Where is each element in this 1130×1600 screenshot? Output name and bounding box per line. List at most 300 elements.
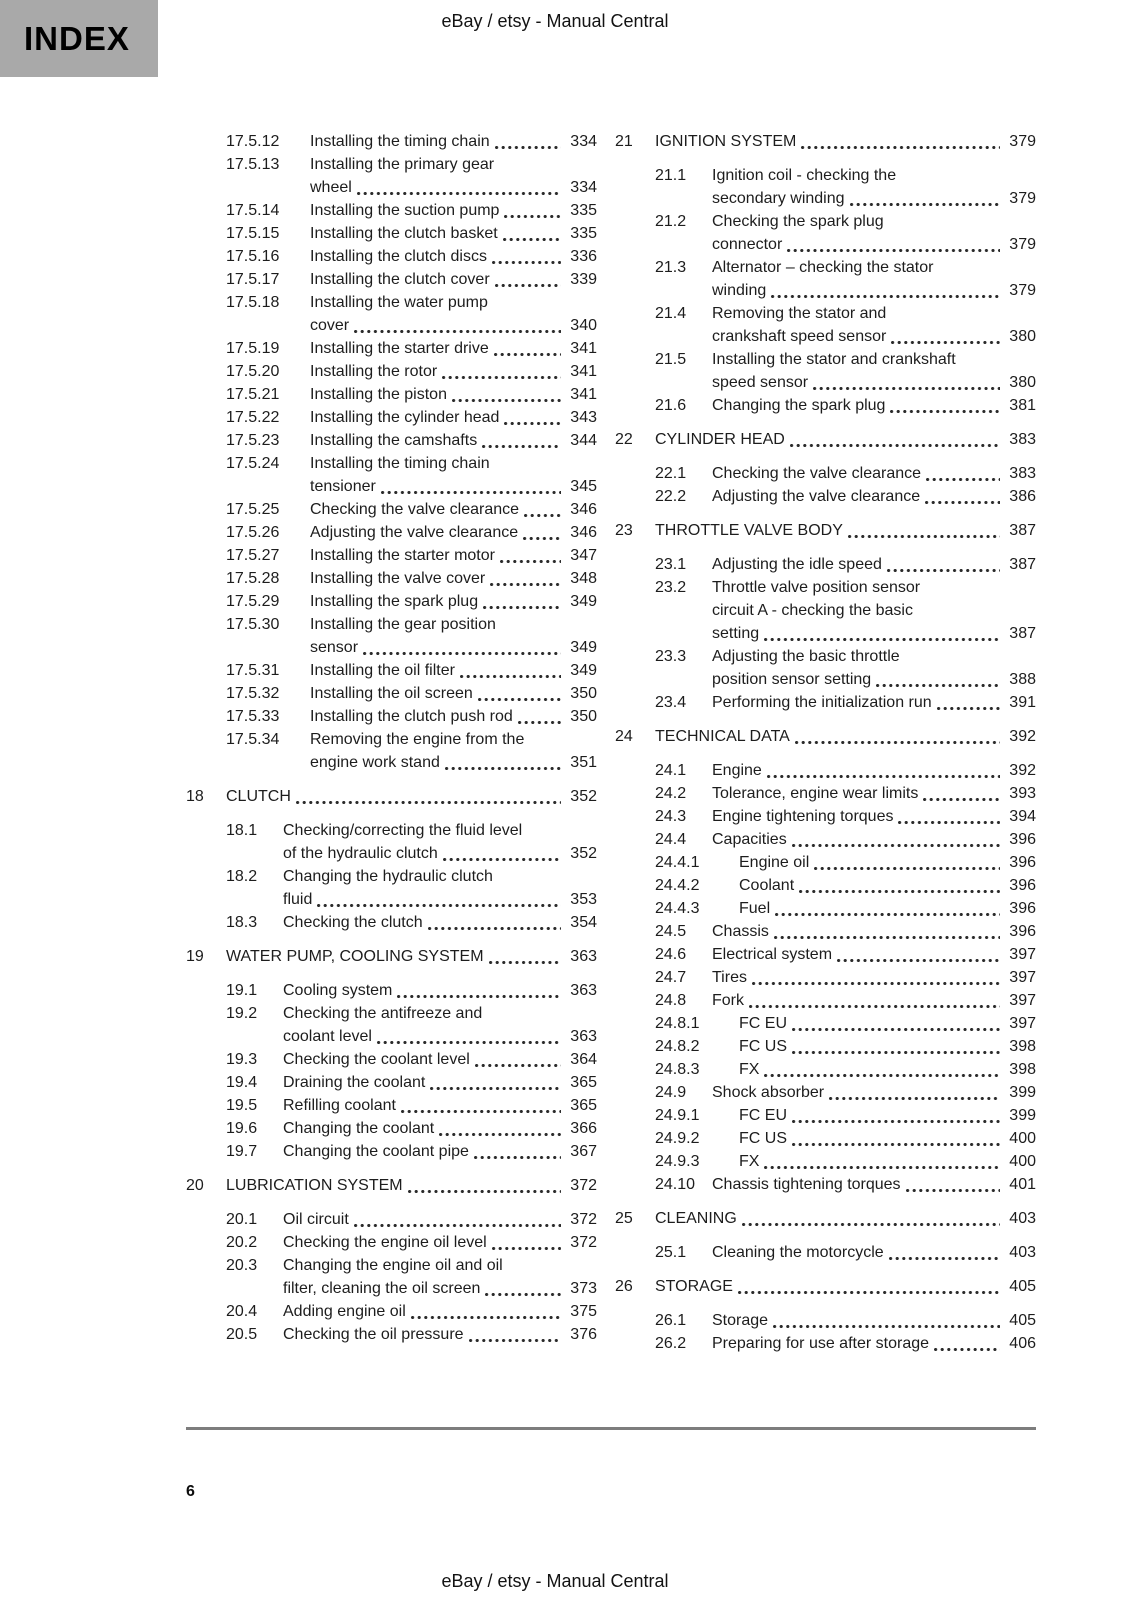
toc-entry-page: 379 [1009,133,1036,150]
toc-entry-number: 17.5.31 [226,662,280,679]
toc-entry-title: Installing the spark plug [310,593,479,610]
toc-entry-last-line [283,911,597,934]
toc-entry[interactable] [186,819,597,865]
toc-entry-body [712,966,1036,989]
toc-entry-title: Changing the spark plug [712,397,886,414]
toc-entry[interactable] [615,1081,1036,1104]
toc-entry-title: TECHNICAL DATA [655,728,790,745]
toc-entry[interactable] [615,1309,1036,1332]
toc-entry-page: 363 [570,1028,597,1045]
toc-entry[interactable] [186,521,597,544]
toc-entry-title: IGNITION SYSTEM [655,133,797,150]
toc-entry-last-line [712,622,1036,645]
toc-entry-title: winding [712,282,767,299]
toc-entry-body [310,498,597,521]
toc-entry-last-line [310,475,597,498]
toc-entry[interactable] [615,645,1036,691]
toc-entry-body [310,130,597,153]
dot-leader [887,569,1000,572]
toc-entry-title-line: Removing the engine from the [310,731,525,748]
toc-entry-title-line: Removing the stator and [712,305,887,322]
toc-entry[interactable] [186,406,597,429]
toc-entry-title: FC EU [739,1107,787,1124]
index-tab-label: INDEX [24,19,130,57]
toc-entry-title: Electrical system [712,946,833,963]
toc-entry[interactable] [186,567,597,590]
toc-entry[interactable] [186,705,597,728]
dot-leader [906,1189,1000,1192]
toc-entry[interactable] [615,828,1036,851]
toc-entry-number: 24.4.3 [655,900,700,917]
toc-entry[interactable] [615,210,1036,256]
toc-entry-body [712,576,1036,645]
toc-entry-number: 26.2 [655,1335,687,1352]
toc-entry-body [739,874,1036,897]
toc-entry[interactable] [615,989,1036,1012]
toc-entry-page: 386 [1009,488,1036,505]
toc-entry[interactable] [615,302,1036,348]
toc-entry-page: 376 [570,1326,597,1343]
toc-entry-title: fluid [283,891,313,908]
toc-entry[interactable] [615,462,1036,485]
toc-entry-last-line [739,1150,1036,1173]
toc-entry-title: Installing the clutch cover [310,271,490,288]
toc-entry[interactable] [186,911,597,934]
toc-entry[interactable] [615,805,1036,828]
toc-entry-page: 335 [570,225,597,242]
toc-entry-body [283,819,597,865]
dot-leader [764,1166,1000,1169]
toc-entry[interactable] [186,544,597,567]
toc-entry[interactable] [186,498,597,521]
toc-entry[interactable] [615,485,1036,508]
toc-entry[interactable] [615,576,1036,645]
dot-leader [767,775,1000,778]
toc-entry-number: 17.5.15 [226,225,280,242]
dot-leader [795,741,1000,744]
toc-entry-number: 26.1 [655,1312,687,1329]
dot-leader [934,1348,1000,1351]
toc-entry-body [712,1081,1036,1104]
toc-entry[interactable] [615,966,1036,989]
toc-entry-number: 19.5 [226,1097,258,1114]
toc-entry-last-line [739,1058,1036,1081]
toc-entry-title-line: Installing the timing chain [310,455,490,472]
toc-entry[interactable] [186,1208,597,1231]
toc-entry[interactable] [186,682,597,705]
toc-entry-page: 372 [570,1177,597,1194]
toc-entry[interactable] [186,268,597,291]
dot-leader [492,1247,561,1250]
toc-entry[interactable] [186,1174,597,1197]
toc-entry-last-line [712,989,1036,1012]
toc-entry-body [310,659,597,682]
toc-entry[interactable] [186,199,597,222]
toc-entry-page: 341 [570,340,597,357]
dot-leader [504,422,561,425]
footer-title: eBay / etsy - Manual Central [441,1571,669,1591]
toc-entry[interactable] [615,348,1036,394]
toc-entry-last-line [283,1323,597,1346]
toc-entry-last-line [310,130,597,153]
toc-entry-page: 339 [570,271,597,288]
toc-entry[interactable] [615,256,1036,302]
toc-entry[interactable] [186,222,597,245]
toc-entry-last-line [310,337,597,360]
dot-leader [773,1325,1000,1328]
toc-entry[interactable] [186,1140,597,1163]
toc-entry-title-line: Checking the spark plug [712,213,884,230]
toc-entry-last-line [712,668,1036,691]
toc-entry-body [655,428,1036,451]
toc-entry-last-line [283,888,597,911]
toc-entry-body [655,725,1036,748]
toc-entry[interactable] [186,1254,597,1300]
toc-entry-last-line [712,1081,1036,1104]
toc-entry[interactable] [186,1117,597,1140]
toc-entry-page: 346 [570,501,597,518]
toc-entry-title: Installing the rotor [310,363,438,380]
dot-leader [799,890,1000,893]
toc-entry[interactable] [615,553,1036,576]
toc-entry[interactable] [186,1231,597,1254]
dot-leader [381,491,561,494]
toc-entry[interactable] [615,394,1036,417]
footer-rule [186,1427,1036,1430]
toc-entry[interactable] [186,613,597,659]
toc-entry-page: 347 [570,547,597,564]
toc-entry-last-line [310,659,597,682]
toc-entry-title: position sensor setting [712,671,872,688]
toc-entry-number: 19.7 [226,1143,258,1160]
toc-entry[interactable] [186,1094,597,1117]
toc-entry-number: 24.8 [655,992,687,1009]
toc-entry-page: 372 [570,1211,597,1228]
toc-entry-page: 335 [570,202,597,219]
toc-entry-body [655,1207,1036,1230]
toc-entry[interactable] [186,785,597,808]
toc-entry-title: Adding engine oil [283,1303,406,1320]
toc-entry-last-line [283,1117,597,1140]
toc-entry[interactable] [615,1127,1036,1150]
toc-entry[interactable] [615,1012,1036,1035]
toc-entry[interactable] [615,874,1036,897]
toc-entry-title: Engine [712,762,762,779]
toc-entry[interactable] [615,897,1036,920]
toc-entry-body [283,911,597,934]
toc-entry-body [310,291,597,337]
dot-leader [749,1005,1000,1008]
toc-entry-last-line [310,176,597,199]
toc-entry-number: 17.5.19 [226,340,280,357]
toc-entry[interactable] [186,1323,597,1346]
toc-entry-page: 349 [570,593,597,610]
toc-entry-last-line [712,920,1036,943]
toc-entry-body [739,1127,1036,1150]
toc-entry[interactable] [615,725,1036,748]
toc-entry-title: Fuel [739,900,771,917]
toc-entry-last-line [310,521,597,544]
toc-entry-title: Preparing for use after storage [712,1335,930,1352]
toc-entry-number: 19.3 [226,1051,258,1068]
toc-entry-title-line: Checking/correcting the fluid level [283,822,523,839]
toc-entry-body [739,897,1036,920]
dot-leader [482,445,561,448]
toc-entry-number: 17.5.27 [226,547,280,564]
toc-entry-title: Refilling coolant [283,1097,396,1114]
toc-entry-page: 354 [570,914,597,931]
toc-entry-title-line: Ignition coil - checking the [712,167,897,184]
dot-leader [408,1190,561,1193]
toc-entry[interactable] [615,1035,1036,1058]
toc-entry-number: 21.6 [655,397,687,414]
toc-entry[interactable] [186,337,597,360]
toc-entry-last-line [712,279,1036,302]
dot-leader [792,1120,1000,1123]
toc-entry-number: 17.5.30 [226,616,280,633]
dot-leader [354,330,561,333]
toc-entry-body [283,1254,597,1300]
toc-entry-page: 397 [1009,946,1036,963]
dot-leader [401,1110,561,1113]
toc-column-left [186,130,597,1355]
toc-entry-page: 363 [570,982,597,999]
dot-leader [787,249,1000,252]
toc-entry-page: 392 [1009,728,1036,745]
toc-entry-last-line [310,751,597,774]
dot-leader [790,444,1000,447]
toc-entry-last-line [226,785,597,808]
toc-entry-title: wheel [310,179,352,196]
toc-entry-page: 350 [570,685,597,702]
toc-entry-title-line: Adjusting the basic throttle [712,648,900,665]
toc-entry-last-line [655,1275,1036,1298]
toc-entry-number: 17.5.18 [226,294,280,311]
toc-entry[interactable] [186,659,597,682]
toc-entry-title: sensor [310,639,359,656]
toc-entry[interactable] [615,1207,1036,1230]
toc-entry-title: Chassis tightening torques [712,1176,901,1193]
toc-entry-last-line [310,682,597,705]
toc-entry-page: 334 [570,133,597,150]
toc-entry-title: Engine tightening torques [712,808,894,825]
toc-entry[interactable] [186,452,597,498]
toc-entry-body [739,1012,1036,1035]
dot-leader [774,936,1000,939]
toc-entry[interactable] [186,429,597,452]
toc-entry-body [712,1241,1036,1264]
dot-leader [829,1097,1000,1100]
dot-leader [518,721,561,724]
toc-entry-number: 21 [615,133,633,150]
toc-entry[interactable] [615,851,1036,874]
toc-entry-title-line: circuit A - checking the basic [712,602,913,619]
toc-entry-body [739,1035,1036,1058]
toc-entry-body [739,851,1036,874]
toc-entry-page: 397 [1009,969,1036,986]
dot-leader [443,858,561,861]
toc-entry[interactable] [186,1300,597,1323]
toc-entry-last-line [283,842,597,865]
toc-entry[interactable] [186,1071,597,1094]
toc-entry-page: 393 [1009,785,1036,802]
toc-entry[interactable] [615,164,1036,210]
toc-entry-number: 17.5.26 [226,524,280,541]
toc-entry-body [310,268,597,291]
toc-entry-page: 405 [1009,1278,1036,1295]
toc-entry-body [226,785,597,808]
toc-entry[interactable] [615,130,1036,153]
toc-entry[interactable] [186,728,597,774]
toc-entry-body [283,1323,597,1346]
toc-entry-title: Checking the oil pressure [283,1326,464,1343]
toc-entry[interactable] [186,245,597,268]
toc-entry-body [283,1048,597,1071]
toc-entry-number: 24.8.2 [655,1038,700,1055]
dot-leader [377,1041,561,1044]
toc-entry[interactable] [615,691,1036,714]
toc-entry-title: Installing the valve cover [310,570,486,587]
toc-entry[interactable] [615,1150,1036,1173]
toc-entry-last-line [739,1127,1036,1150]
toc-entry-body [310,521,597,544]
toc-entry-body [655,1275,1036,1298]
toc-entry[interactable] [615,920,1036,943]
toc-entry-number: 22.2 [655,488,687,505]
toc-entry-last-line [712,1173,1036,1196]
toc-entry[interactable] [615,782,1036,805]
toc-entry-number: 18.3 [226,914,258,931]
toc-entry[interactable] [186,130,597,153]
toc-entry[interactable] [186,1048,597,1071]
toc-entry[interactable] [615,1332,1036,1355]
toc-entry-title: FC EU [739,1015,787,1032]
toc-entry-last-line [310,314,597,337]
toc-entry-number: 24.9 [655,1084,687,1101]
toc-entry-title: Changing the coolant pipe [283,1143,469,1160]
dot-leader [452,399,561,402]
toc-entry-page: 363 [570,948,597,965]
toc-entry[interactable] [615,519,1036,542]
toc-entry-page: 336 [570,248,597,265]
toc-entry[interactable] [186,979,597,1002]
toc-entry-page: 399 [1009,1084,1036,1101]
toc-entry-last-line [712,782,1036,805]
toc-entry-title: Checking the coolant level [283,1051,470,1068]
toc-entry-title: engine work stand [310,754,440,771]
toc-entry-last-line [310,705,597,728]
toc-entry-last-line [310,199,597,222]
toc-entry-number: 21.4 [655,305,687,322]
toc-entry-title: Installing the cylinder head [310,409,500,426]
toc-entry[interactable] [615,1058,1036,1081]
toc-entry-last-line [310,567,597,590]
toc-entry-body [283,1002,597,1048]
toc-entry-last-line [310,429,597,452]
toc-entry-number: 18 [186,788,204,805]
toc-entry-title: secondary winding [712,190,845,207]
toc-entry-page: 397 [1009,992,1036,1009]
toc-entry-title: Performing the initialization run [712,694,932,711]
toc-entry[interactable] [186,1002,597,1048]
toc-entry-page: 375 [570,1303,597,1320]
toc-entry-page: 379 [1009,282,1036,299]
toc-entry-last-line [712,1332,1036,1355]
toc-entry[interactable] [615,759,1036,782]
toc-entry-last-line [310,245,597,268]
toc-entry[interactable] [186,291,597,337]
toc-entry[interactable] [615,1275,1036,1298]
toc-entry[interactable] [186,383,597,406]
toc-entry-page: 346 [570,524,597,541]
toc-entry[interactable] [615,428,1036,451]
dot-leader [814,867,1000,870]
toc-entry[interactable] [615,943,1036,966]
toc-entry-body [310,383,597,406]
toc-entry-body [283,979,597,1002]
dot-leader [485,1293,561,1296]
toc-entry-body [310,222,597,245]
toc-entry-title: Installing the clutch push rod [310,708,513,725]
toc-entry[interactable] [615,1104,1036,1127]
toc-entry-title: FX [739,1061,760,1078]
toc-entry[interactable] [186,360,597,383]
toc-entry-title: filter, cleaning the oil screen [283,1280,481,1297]
toc-entry-body [655,130,1036,153]
toc-entry-page: 367 [570,1143,597,1160]
toc-entry[interactable] [186,865,597,911]
toc-entry-page: 405 [1009,1312,1036,1329]
toc-entry-page: 399 [1009,1107,1036,1124]
toc-entry-last-line [712,691,1036,714]
toc-entry-last-line [310,360,597,383]
toc-entry-title: Draining the coolant [283,1074,426,1091]
toc-entry[interactable] [186,590,597,613]
toc-entry-body [712,210,1036,256]
dot-leader [764,638,1000,641]
toc-entry-page: 381 [1009,397,1036,414]
dot-leader [771,295,1000,298]
toc-entry-body [712,759,1036,782]
toc-entry-last-line [283,1140,597,1163]
toc-entry-page: 341 [570,386,597,403]
toc-entry-page: 388 [1009,671,1036,688]
toc-entry[interactable] [615,1173,1036,1196]
dot-leader [889,1257,1000,1260]
dot-leader [850,203,1000,206]
toc-entry-page: 396 [1009,831,1036,848]
toc-entry-number: 19.2 [226,1005,258,1022]
dot-leader [926,478,1000,481]
toc-entry-body [712,828,1036,851]
toc-entry[interactable] [615,1241,1036,1264]
toc-entry-title-line: Alternator – checking the stator [712,259,934,276]
toc-entry-number: 24.9.3 [655,1153,700,1170]
toc-entry-title: Installing the starter drive [310,340,489,357]
toc-column-right [615,130,1036,1355]
toc-entry-number: 22.1 [655,465,687,482]
toc-entry-number: 24 [615,728,633,745]
toc-entry-title: Checking the engine oil level [283,1234,487,1251]
toc-entry[interactable] [186,945,597,968]
toc-entry-body [310,613,597,659]
toc-entry-body [283,1117,597,1140]
toc-entry-number: 24.9.1 [655,1107,700,1124]
toc-entry-title: setting [712,625,760,642]
toc-entry-last-line [712,187,1036,210]
toc-entry-last-line [712,1241,1036,1264]
toc-entry[interactable] [186,153,597,199]
